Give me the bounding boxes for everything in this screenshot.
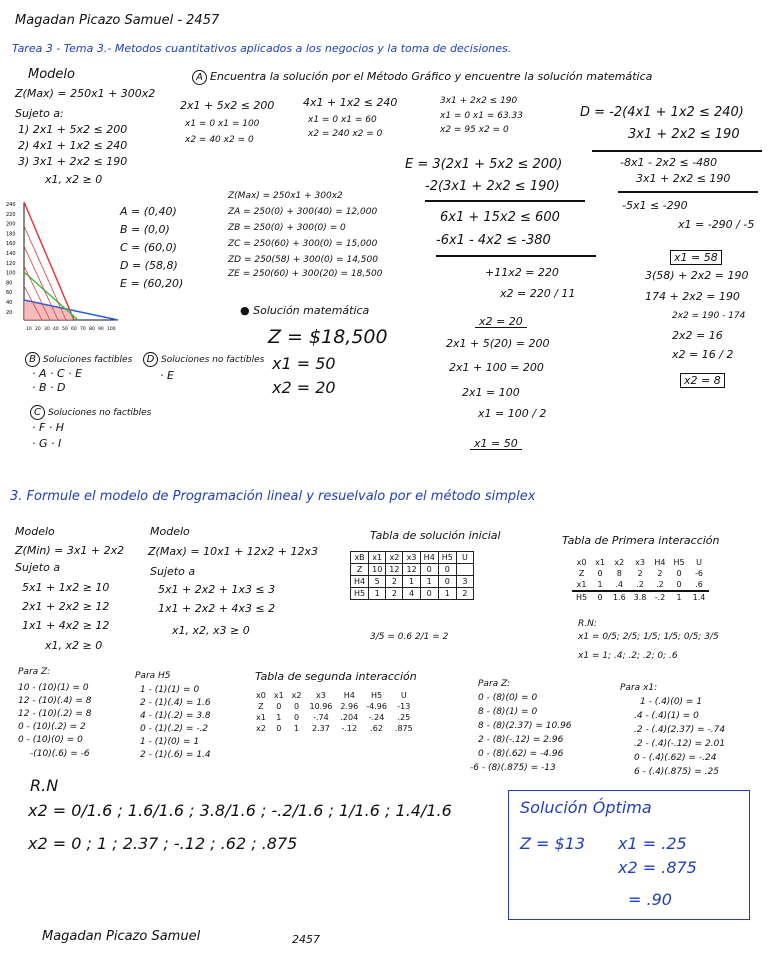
cell: -6 (695, 569, 703, 578)
elim-d-0: D = -2(4x1 + 1x2 ≤ 240) (580, 105, 744, 120)
table-second (252, 690, 417, 734)
para-z-2: 12 - (10)(.2) = 8 (18, 709, 92, 719)
cell: 2.37 (312, 724, 330, 733)
cell: x3 (635, 558, 645, 567)
graph-x-tick: 50 (62, 327, 68, 332)
cell: 1 (294, 724, 300, 733)
graph-y-tick: 140 (6, 251, 16, 257)
rn-big-label: R.N (30, 776, 59, 795)
para-z-3: 0 - (10)(.2) = 2 (18, 722, 86, 732)
cell: .2 (636, 580, 644, 589)
cell: x2 (256, 724, 266, 733)
cell: 3 (456, 576, 473, 588)
model1-line-1: Sujeto a (15, 561, 61, 574)
z-eval-0: Z(Max) = 250x1 + 300x2 (228, 191, 343, 201)
para-x1-5: 6 - (.4)(.875) = .25 (634, 767, 719, 777)
point-d: D = (58,8) (120, 259, 178, 272)
cell: U (400, 691, 407, 700)
cell: 0 (420, 564, 438, 576)
table-row (572, 579, 709, 591)
cell: H4 (351, 576, 369, 588)
c-label-text: Soluciones no factibles (48, 408, 152, 418)
cell: 1 (369, 588, 386, 600)
constraint-1: 1) 2x1 + 5x2 ≤ 200 (18, 123, 128, 136)
intercept-eq-2: 4x1 + 1x2 ≤ 240 (303, 96, 398, 109)
cell: 2 (456, 588, 473, 600)
para-z2-0: 0 - (8)(0) = 0 (478, 693, 538, 703)
cell: .875 (394, 724, 413, 733)
intercept-r1-3: x1 = 0 x1 = 63.33 (440, 111, 523, 121)
c-items-2: · G · I (32, 437, 62, 450)
cell: 1 (597, 580, 603, 589)
b-items-2: · B · D (32, 381, 66, 394)
model2-line-3: 1x1 + 2x2 + 4x3 ≤ 2 (158, 602, 276, 615)
cell: .2 (656, 580, 664, 589)
model2-line-4: x1, x2, x3 ≥ 0 (172, 624, 250, 637)
cell: x1 (595, 558, 605, 567)
cell: .62 (370, 724, 383, 733)
cell: 2 (386, 588, 403, 600)
instruction-a (192, 70, 652, 85)
intercept-eq-1: 2x1 + 5x2 ≤ 200 (180, 99, 275, 112)
c-label (30, 405, 151, 420)
para-h5-0: 1 - (1)(1) = 0 (140, 685, 200, 695)
cell: H5 (438, 552, 456, 564)
z-eval-1: ZA = 250(0) + 300(40) = 12,000 (228, 207, 378, 217)
optimal-sum: = .90 (628, 890, 672, 909)
cell: 2 (637, 569, 643, 578)
circle-a-icon: A (192, 70, 207, 85)
cell: -.2 (654, 593, 666, 602)
intercept-r2-2: x2 = 240 x2 = 0 (308, 129, 383, 139)
graph-x-tick: 90 (98, 327, 104, 332)
table-init-ratios: 3/5 = 0.6 2/1 = 2 (370, 632, 449, 642)
cell: 3.8 (633, 593, 647, 602)
z-eval-3: ZC = 250(60) + 300(0) = 15,000 (228, 239, 378, 249)
model1-line-2: 5x1 + 1x2 ≥ 10 (22, 581, 110, 594)
para-x1-label: Para x1: (620, 683, 658, 693)
table-row (572, 568, 709, 579)
optimal-title: Solución Óptima (520, 798, 652, 817)
cell: 10.96 (309, 702, 333, 711)
solucion-matematica-text: Solución matemática (253, 304, 370, 317)
elim-d-6: x1 = 58 (670, 250, 722, 265)
table-second-title: Tabla de segunda interacción (255, 670, 417, 683)
cell: 1 (276, 713, 282, 722)
cell: Z (578, 569, 585, 578)
constraint-3: 3) 3x1 + 2x2 ≤ 190 (18, 155, 128, 168)
table-row (351, 588, 474, 600)
cell: 0 (597, 569, 603, 578)
cell: x0 (256, 691, 266, 700)
graph-y-tick: 120 (6, 260, 16, 267)
cell: x3 (316, 691, 326, 700)
cell: x1 (576, 580, 587, 589)
elim-d-9: 2x2 = 190 - 174 (672, 311, 746, 321)
cell: 0 (276, 724, 282, 733)
cell: 1 (420, 576, 438, 588)
point-a: A = (0,40) (120, 205, 177, 218)
point-b: B = (0,0) (120, 223, 170, 236)
model2-line-1: Sujeto a (150, 565, 196, 578)
z-eval-4: ZD = 250(58) + 300(0) = 14,500 (228, 255, 378, 265)
cell: 1 (403, 576, 420, 588)
graph-x-tick: 60 (71, 327, 77, 332)
cell: 12 (403, 564, 420, 576)
elim-e-5: x2 = 220 / 11 (500, 287, 576, 300)
d-items: · E (160, 369, 174, 382)
cell: 2 (386, 576, 403, 588)
cell: 4 (403, 588, 420, 600)
para-x1-3: .2 - (.4)(-.12) = 2.01 (634, 739, 726, 749)
cell: Z (258, 702, 264, 711)
model1-label: Modelo (15, 525, 55, 538)
para-h5-2: 4 - (1)(.2) = 3.8 (140, 711, 211, 721)
footer-id: 2457 (292, 933, 320, 946)
cell: 0 (676, 569, 682, 578)
model1-line-3: 2x1 + 2x2 ≥ 12 (22, 600, 110, 613)
intercept-r1-1: x1 = 0 x1 = 100 (185, 119, 260, 129)
para-z2-4: 0 - (8)(.62) = -4.96 (478, 749, 564, 759)
elim-e-2: 6x1 + 15x2 ≤ 600 (440, 210, 560, 225)
d-label-text: Soluciones no factibles (161, 355, 265, 365)
graphical-method-plot (6, 196, 120, 340)
cell: xB (351, 552, 369, 564)
elim-d-8: 174 + 2x2 = 190 (645, 290, 740, 303)
table-row (572, 557, 709, 568)
para-z-0: 10 - (10)(1) = 0 (18, 683, 89, 693)
cell: 0 (276, 702, 282, 711)
x1-result: x1 = 50 (272, 354, 336, 373)
circle-c-icon: C (30, 405, 45, 420)
para-z2-1: 8 - (8)(1) = 0 (478, 707, 538, 717)
para-z-1: 12 - (10)(.4) = 8 (18, 696, 92, 706)
cell: Z (351, 564, 369, 576)
cell: 0 (294, 713, 300, 722)
cell: 1 (676, 593, 682, 602)
elim-e-8: 2x1 + 100 = 200 (449, 361, 544, 374)
graph-y-tick: 200 (6, 221, 16, 228)
intercept-r2-1: x2 = 40 x2 = 0 (185, 135, 254, 145)
elim-d-1: 3x1 + 2x2 ≤ 190 (628, 127, 740, 142)
footer-name: Magadan Picazo Samuel (42, 929, 201, 944)
graph-y-ticks (6, 202, 16, 316)
para-x1-0: 1 - (.4)(0) = 1 (640, 697, 703, 707)
elim-d-rule-1 (592, 150, 762, 152)
graph-y-tick: 160 (6, 241, 16, 248)
task-title: Tarea 3 - Tema 3.- Metodos cuantitativos aplicados a los negocios y la toma de decisiones. (12, 42, 512, 55)
cell: H4 (420, 552, 438, 564)
rn-small-2: x1 = 1; .4; .2; .2; 0; .6 (578, 651, 678, 661)
para-h5-3: 0 - (1)(.2) = -.2 (140, 724, 209, 734)
table-row (572, 591, 709, 603)
cell: .6 (695, 580, 703, 589)
graph-y-tick: 60 (6, 290, 13, 297)
graph-y-tick: 40 (6, 300, 13, 306)
cell: .204 (340, 713, 359, 722)
para-z-label: Para Z: (18, 667, 51, 677)
elim-d-11: x2 = 16 / 2 (672, 348, 734, 361)
graph-y-tick: 180 (6, 231, 16, 238)
rn-big-line-2: x2 = 0 ; 1 ; 2.37 ; -.12 ; .62 ; .875 (28, 834, 298, 853)
cell: H5 (371, 691, 383, 700)
para-x1-4: 0 - (.4)(.62) = -.24 (634, 753, 717, 763)
elim-e-10: x1 = 100 / 2 (478, 407, 547, 420)
cell: 5 (369, 576, 386, 588)
table-row (252, 712, 417, 723)
cell: H5 (673, 558, 685, 567)
graph-y-tick: 220 (6, 211, 16, 218)
objective-function: Z(Max) = 250x1 + 300x2 (15, 87, 156, 100)
part-3-title: 3. Formule el modelo de Programación lineal y resuelvalo por el método simplex (10, 489, 536, 504)
elim-d-rule-2 (618, 191, 758, 193)
optimal-x1: x1 = .25 (618, 834, 687, 853)
cell: .4 (615, 580, 624, 589)
elim-d-4: -5x1 ≤ -290 (622, 199, 688, 212)
model2-line-2: 5x1 + 2x2 + 1x3 ≤ 3 (158, 583, 276, 596)
cell: x1 (256, 713, 266, 722)
elim-d-7: 3(58) + 2x2 = 190 (645, 269, 749, 282)
para-z2-3: 2 - (8)(-.12) = 2.96 (478, 735, 564, 745)
cell: -13 (397, 702, 411, 711)
z-result: Z = $18,500 (268, 326, 388, 348)
graph-x-tick: 10 (26, 327, 32, 332)
cell: x1 (273, 691, 284, 700)
para-z2-5: -6 - (8)(.875) = -13 (470, 763, 556, 773)
point-c: C = (60,0) (120, 241, 177, 254)
cell: -.74 (313, 713, 329, 722)
intercept-r2-3: x2 = 95 x2 = 0 (440, 125, 509, 135)
model1-line-4: 1x1 + 4x2 ≥ 12 (22, 619, 110, 632)
circle-b-icon: B (25, 352, 40, 367)
elim-e-0: E = 3(2x1 + 5x2 ≤ 200) (405, 157, 563, 172)
cell: H4 (343, 691, 355, 700)
cell: 0 (420, 588, 438, 600)
intercept-eq-3: 3x1 + 2x2 ≤ 190 (440, 96, 518, 106)
graph-x-tick: 70 (80, 327, 86, 332)
elim-d-5: x1 = -290 / -5 (678, 218, 755, 231)
non-negativity: x1, x2 ≥ 0 (45, 173, 103, 186)
elim-e-3: -6x1 - 4x2 ≤ -380 (436, 233, 551, 248)
cell: 1.4 (692, 593, 706, 602)
cell: 0 (597, 593, 603, 602)
table-row (351, 552, 474, 564)
elim-e-6: x2 = 20 (475, 316, 527, 328)
cell: .25 (397, 713, 411, 722)
cell: 0 (438, 576, 456, 588)
elim-e-rule-1 (425, 200, 585, 202)
table-row (252, 701, 417, 712)
table-row (252, 690, 417, 701)
b-label (25, 352, 132, 367)
model2-label: Modelo (150, 525, 190, 538)
cell: U (696, 558, 702, 567)
para-z-5: -(10)(.6) = -6 (30, 749, 90, 759)
model1-line-0: Z(Min) = 3x1 + 2x2 (15, 544, 125, 557)
elim-e-11: x1 = 50 (470, 438, 522, 450)
cell: x2 (291, 691, 302, 700)
instruction-text: Encuentra la solución por el Método Gráfico y encuentre la solución matemática (210, 70, 653, 83)
model2-line-0: Z(Max) = 10x1 + 12x2 + 12x3 (148, 545, 319, 558)
cell: -.12 (341, 724, 358, 733)
model1-line-5: x1, x2 ≥ 0 (45, 639, 103, 652)
graph-x-tick: 80 (89, 327, 95, 332)
para-h5-4: 1 - (1)(0) = 1 (140, 737, 200, 747)
para-z2-2: 8 - (8)(2.37) = 10.96 (478, 721, 572, 731)
para-x1-1: .4 - (.4)(1) = 0 (634, 711, 699, 721)
student-name-header: Magadan Picazo Samuel - 2457 (15, 13, 220, 28)
graph-y-tick: 100 (6, 270, 16, 277)
cell: -.24 (368, 713, 385, 722)
z-eval-5: ZE = 250(60) + 300(20) = 18,500 (228, 269, 383, 279)
para-h5-label: Para H5 (135, 671, 171, 681)
cell: x0 (576, 558, 587, 567)
cell: U (456, 552, 473, 564)
cell: x2 (614, 558, 625, 567)
z-eval-2: ZB = 250(0) + 300(0) = 0 (228, 223, 346, 233)
d-label (143, 352, 264, 367)
para-h5-5: 2 - (1)(.6) = 1.4 (140, 750, 211, 760)
elim-e-9: 2x1 = 100 (462, 386, 520, 399)
b-label-text: Soluciones factibles (43, 355, 133, 365)
table-first-title: Tabla de Primera interacción (562, 534, 720, 547)
graph-x-ticks (26, 326, 116, 332)
elim-e-7: 2x1 + 5(20) = 200 (446, 337, 550, 350)
graph-y-tick: 240 (6, 202, 16, 208)
table-init-title: Tabla de solución inicial (370, 529, 501, 542)
table-row (252, 723, 417, 734)
cell: 2 (657, 569, 663, 578)
cell: 1.6 (612, 593, 626, 602)
modelo-label: Modelo (28, 67, 75, 82)
elim-d-10: 2x2 = 16 (672, 329, 723, 342)
constraint-2: 2) 4x1 + 1x2 ≤ 240 (18, 139, 128, 152)
cell: H5 (351, 588, 369, 600)
rn-small-1: x1 = 0/5; 2/5; 1/5; 1/5; 0/5; 3/5 (578, 632, 719, 642)
elim-e-rule-2 (436, 255, 596, 257)
cell: H5 (576, 593, 588, 602)
cell: 0 (438, 564, 456, 576)
elim-e-4: +11x2 = 220 (485, 266, 559, 279)
cell: 0 (294, 702, 300, 711)
optimal-x2: x2 = .875 (618, 858, 697, 877)
cell: 0 (676, 580, 682, 589)
cell: 10 (369, 564, 386, 576)
cell: 1 (438, 588, 456, 600)
graph-x-tick: 20 (35, 327, 41, 332)
b-items-1: · A · C · E (32, 367, 83, 380)
cell: x2 (386, 552, 403, 564)
graph-y-tick: 80 (6, 280, 13, 287)
table-row (351, 564, 474, 576)
graph-x-tick: 40 (53, 327, 59, 332)
table-first (572, 557, 709, 603)
circle-d-icon: D (143, 352, 158, 367)
cell: 2.96 (340, 702, 359, 711)
c-items-1: · F · H (32, 421, 65, 434)
graph-y-tick: 20 (6, 309, 13, 316)
x2-result: x2 = 20 (272, 378, 336, 397)
cell: H4 (654, 558, 666, 567)
table-row (351, 576, 474, 588)
cell: 12 (386, 564, 403, 576)
para-z-4: 0 - (10)(0) = 0 (18, 735, 83, 745)
rn-big-line-1: x2 = 0/1.6 ; 1.6/1.6 ; 3.8/1.6 ; -.2/1.6 ; 1/1.6 ; 1.4/1.6 (28, 801, 452, 820)
cell: 8 (616, 569, 622, 578)
table-init (350, 551, 474, 600)
para-z2-label: Para Z: (478, 679, 511, 689)
point-e: E = (60,20) (120, 277, 184, 290)
cell: -4.96 (366, 702, 387, 711)
graph-x-tick: 30 (44, 327, 50, 332)
cell: x1 (369, 552, 386, 564)
cell (456, 564, 473, 576)
graph-x-tick: 100 (107, 327, 116, 332)
elim-e-1: -2(3x1 + 2x2 ≤ 190) (425, 179, 560, 194)
elim-d-3: 3x1 + 2x2 ≤ 190 (636, 172, 731, 185)
solucion-matematica-label: ● Solución matemática (240, 304, 370, 317)
elim-d-2: -8x1 - 2x2 ≤ -480 (620, 156, 718, 169)
intercept-r1-2: x1 = 0 x1 = 60 (308, 115, 377, 125)
para-h5-1: 2 - (1)(.4) = 1.6 (140, 698, 211, 708)
sujeto-label: Sujeto a: (15, 107, 64, 120)
para-x1-2: .2 - (.4)(2.37) = -.74 (634, 725, 726, 735)
elim-d-12: x2 = 8 (680, 373, 725, 388)
rn-label-small: R.N: (578, 619, 597, 629)
cell: x3 (403, 552, 420, 564)
optimal-z: Z = $13 (520, 834, 586, 853)
